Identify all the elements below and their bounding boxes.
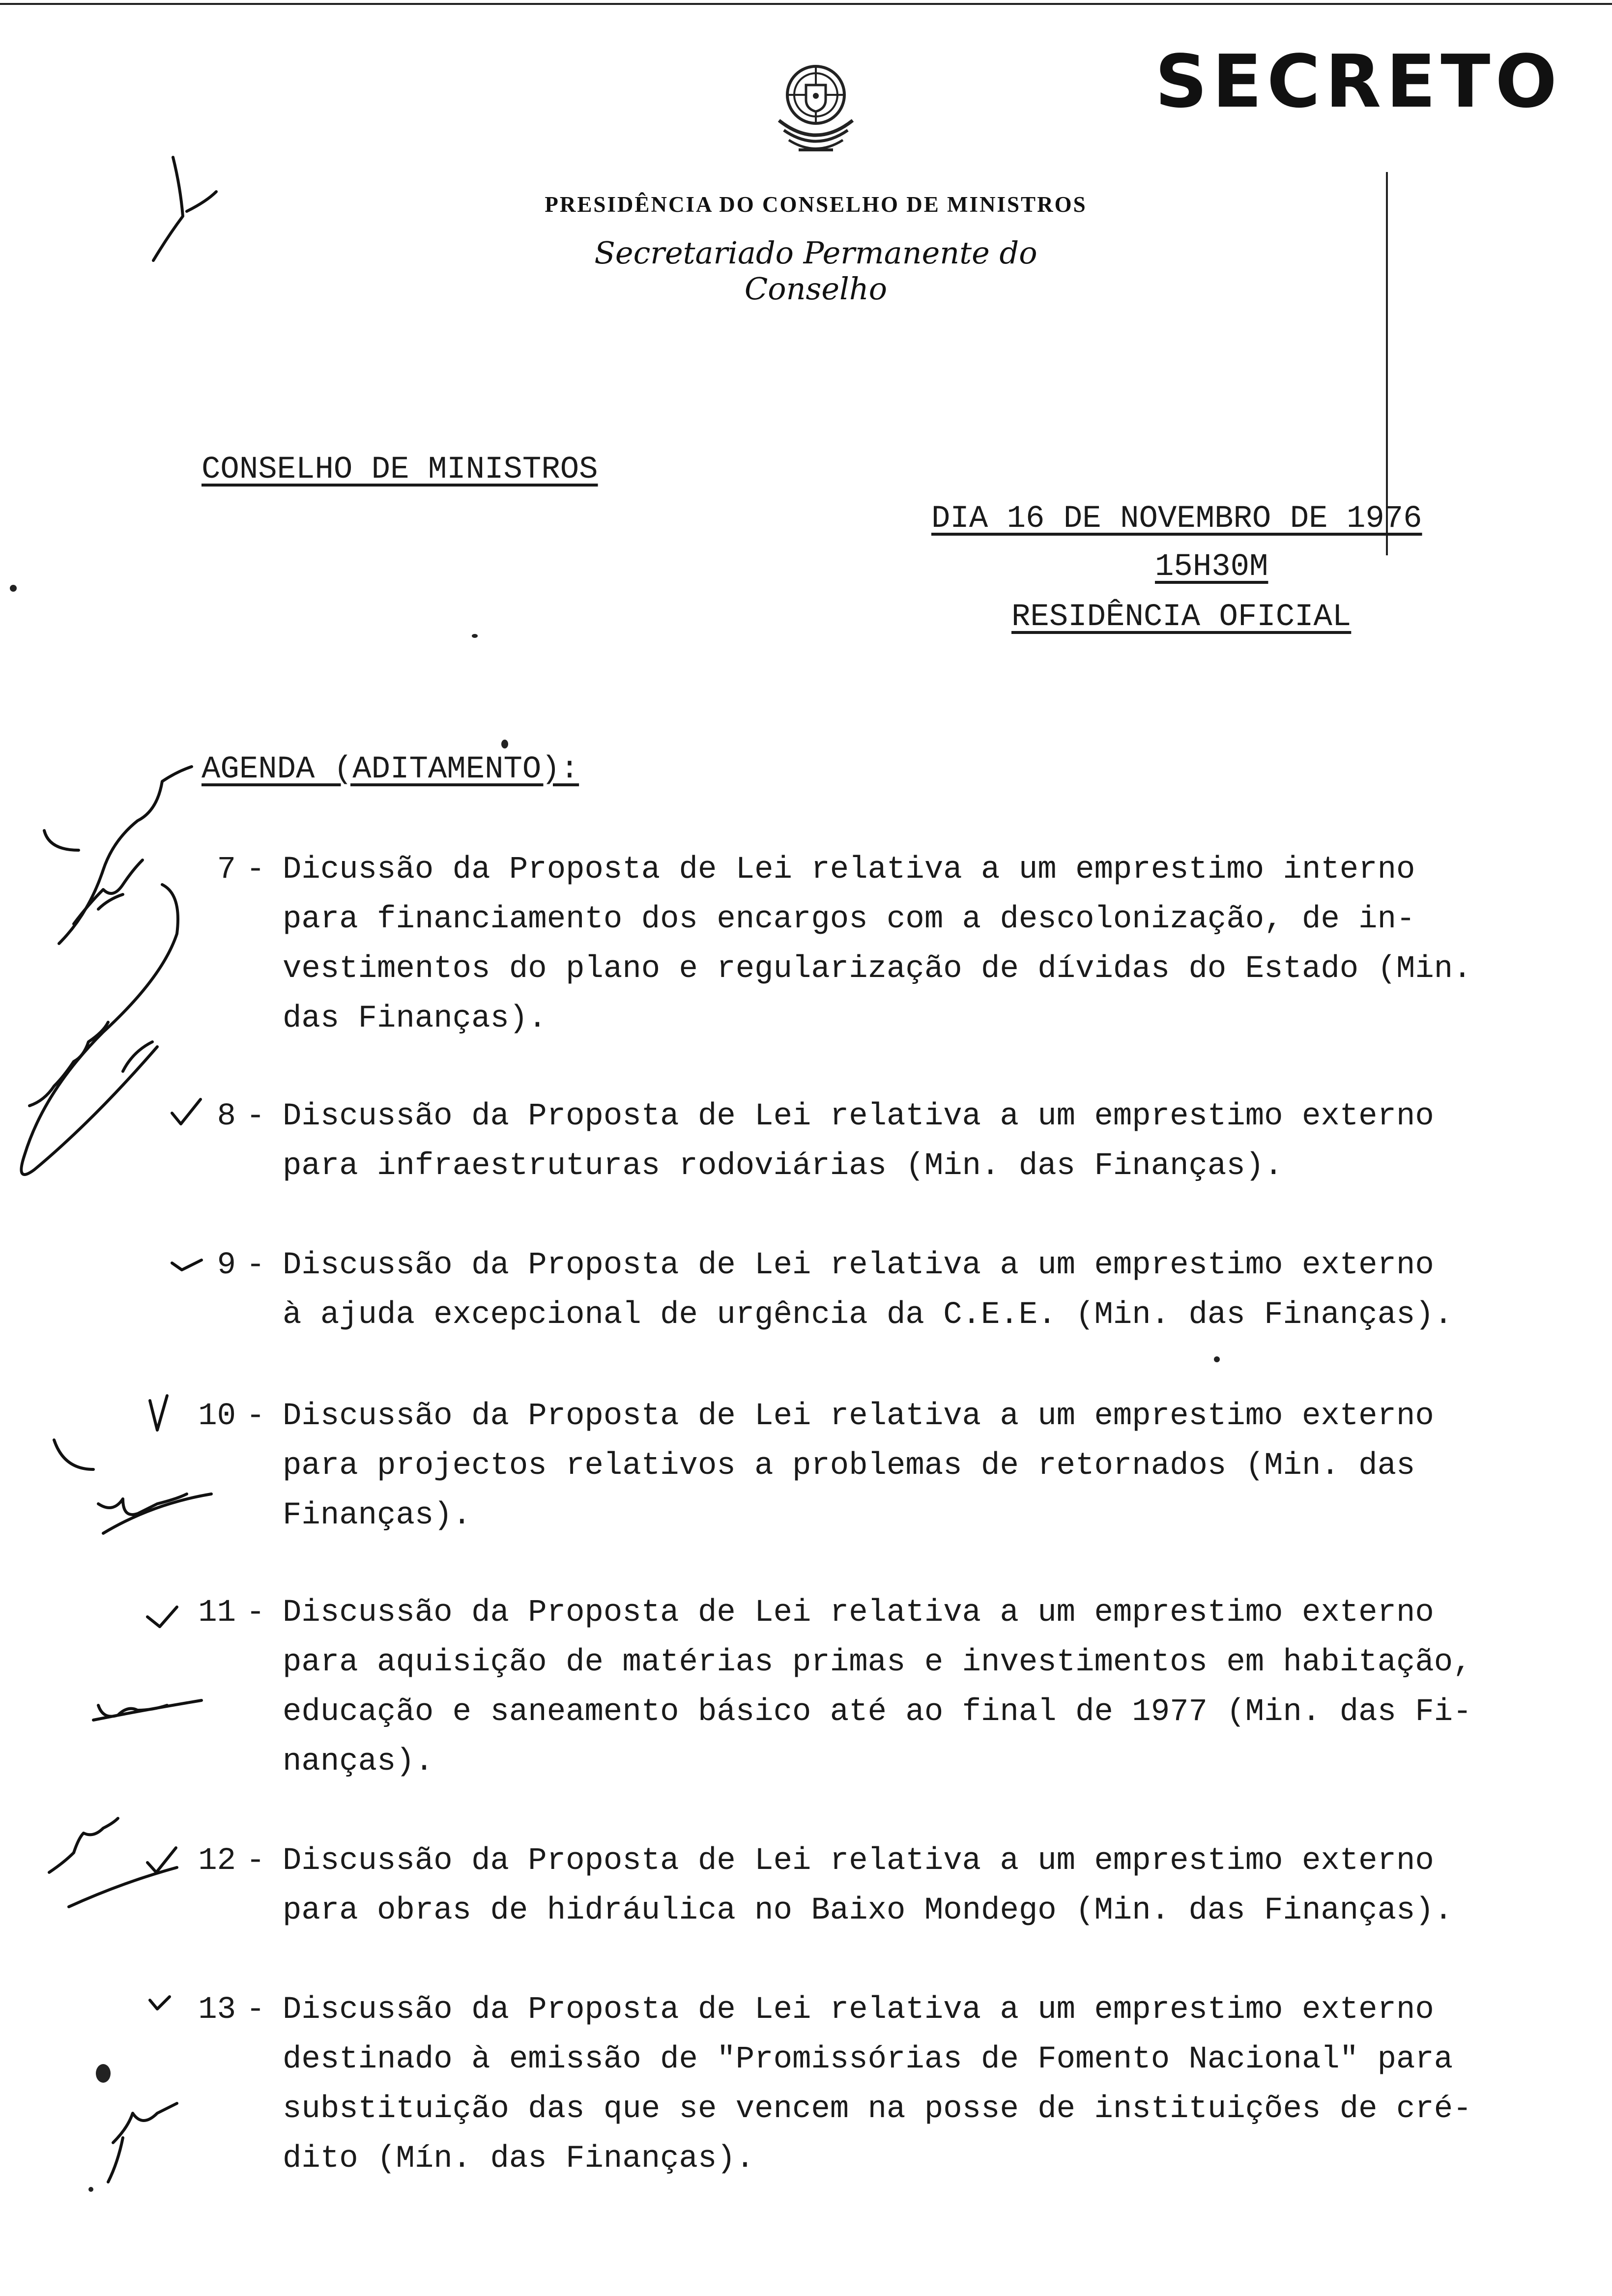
handwritten-note-stroke <box>29 1022 152 1106</box>
handwritten-initials <box>98 1494 211 1533</box>
agenda-item-text: Discussão da Proposta de Lei relativa a um emprestimo externo para obras de hidráulica no Baixo Mondego (Min. das Finanças). <box>283 1843 1453 1928</box>
agenda-item-text: Discussão da Proposta de Lei relativa a um emprestimo externo à ajuda excepcional de urgência da C.E.E. (Min. das Finanças). <box>283 1248 1453 1333</box>
agenda-item-text: Discussão da Proposta de Lei relativa a um emprestimo externo para aquisição de matérias primas e investimentos em habitação, educação e saneamento básico até ao final de 1977 (Min. das Fi- nanças). <box>283 1595 1472 1779</box>
agenda-item-separator: - <box>246 852 265 888</box>
meeting-place: RESIDÊNCIA OFICIAL <box>1011 600 1352 635</box>
handwritten-initials <box>93 1700 202 1720</box>
coat-of-arms-icon <box>764 61 867 162</box>
meeting-date: DIA 16 DE NOVEMBRO DE 1976 <box>931 501 1422 537</box>
ink-speck <box>88 2187 93 2192</box>
agenda-item-separator: - <box>246 1843 265 1879</box>
department-name: Secretariado Permanente do Conselho <box>594 235 1037 307</box>
ink-speck <box>1214 1356 1220 1362</box>
agenda-heading: AGENDA (ADITAMENTO): <box>202 752 579 787</box>
handwritten-page-number-mark <box>153 157 216 260</box>
handwritten-note-stroke <box>74 860 143 924</box>
agenda-item-number: 11 <box>198 1595 236 1631</box>
agenda-item-separator: - <box>246 1399 265 1434</box>
agenda-item-text: Discussão da Proposta de Lei relativa a um emprestimo externo para infraestruturas rodoviárias (Min. das Finanças). <box>283 1099 1434 1184</box>
ink-speck <box>96 2064 111 2083</box>
agenda-item-separator: - <box>246 1099 265 1134</box>
agenda-item-text: Discussão da Proposta de Lei relativa a um emprestimo externo para projectos relativos a problemas de retornados (Min. das Finanças). <box>283 1399 1434 1533</box>
ink-speck <box>501 740 508 748</box>
handwritten-initials <box>108 2103 177 2182</box>
agenda-item-separator: - <box>246 1595 265 1631</box>
handwritten-bracket-stroke <box>54 1440 93 1469</box>
meeting-time: 15H30M <box>1155 549 1268 585</box>
agenda-item-number: 12 <box>198 1843 236 1879</box>
agenda-item-separator: - <box>246 1248 265 1283</box>
top-border-line <box>0 3 1612 5</box>
agenda-item-number: 8 <box>217 1099 236 1134</box>
agenda-item-text: Discussão da Proposta de Lei relativa a um emprestimo externo destinado à emissão de "Promissórias de Fomento Nacional" para substituição das que se vencem na posse de instituições de cré- dito (Mín. das Finanças). <box>283 1992 1472 2177</box>
council-title: CONSELHO DE MINISTROS <box>202 452 598 488</box>
agenda-item-number: 9 <box>217 1248 236 1283</box>
classification-stamp: SECRETO <box>1155 39 1562 124</box>
ink-speck <box>472 634 478 638</box>
agenda-item-number: 13 <box>198 1992 236 2028</box>
institution-name: PRESIDÊNCIA DO CONSELHO DE MINISTROS <box>545 192 1087 217</box>
agenda-item-number: 7 <box>217 852 236 888</box>
handwritten-bracket-stroke <box>21 885 178 1175</box>
ink-speck <box>10 585 17 592</box>
agenda-item-separator: - <box>246 1992 265 2028</box>
margin-rule <box>1386 172 1388 555</box>
agenda-item-text: Dicussão da Proposta de Lei relativa a um emprestimo interno para financiamento dos encargos com a descolonização, de in- vestimentos do plano e regularização de dívidas do Estado (Min. das Finanças). <box>283 852 1472 1036</box>
handwritten-initials <box>49 1818 177 1907</box>
agenda-item-number: 10 <box>198 1399 236 1434</box>
